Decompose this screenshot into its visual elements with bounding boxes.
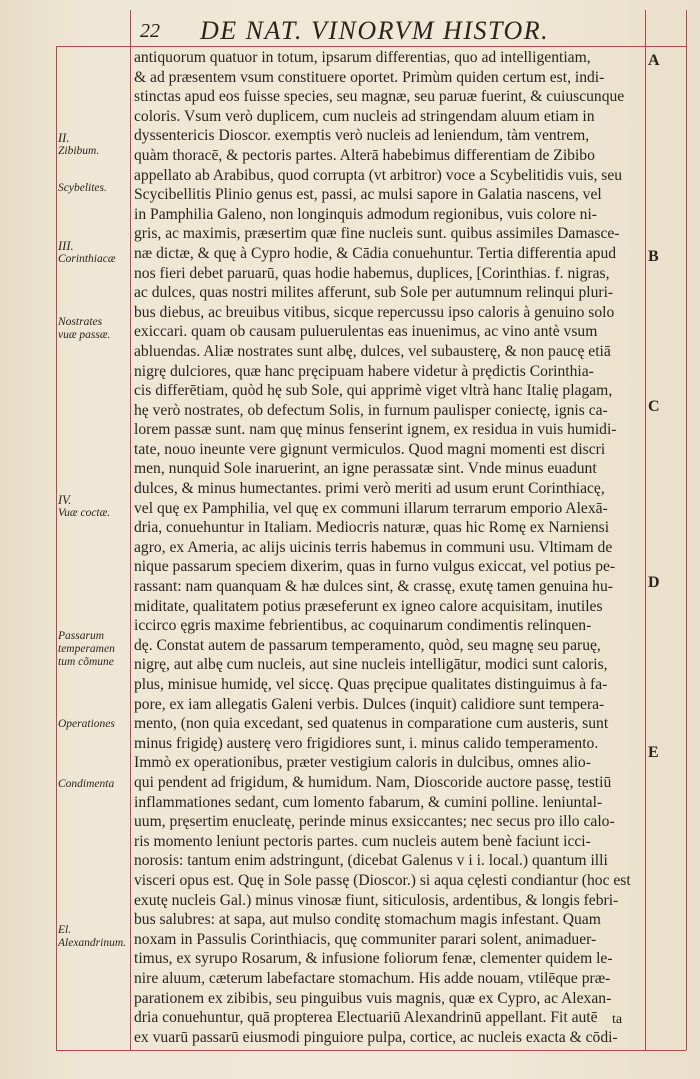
text-line: visceri opus est. Quę in Sole passę (Dioscor.) si aqua cęlesti condiantur (hoc est bbox=[134, 871, 631, 889]
outer-right-rule bbox=[686, 10, 687, 1050]
margin-note-number: II. bbox=[58, 131, 70, 145]
text-line: in Pamphilia Galeno, non longinquis admodum regionibus, vuis colore ni- bbox=[134, 205, 597, 223]
text-line: dę. Constat autem de passarum temperamento, quòd, seu magnę seu paruę, bbox=[134, 636, 601, 654]
margin-letter-a: A bbox=[648, 52, 660, 69]
catchword: ta bbox=[612, 1012, 623, 1027]
text-line: nigrę dulciores, quæ hanc pręcipuam habere videtur à prędictis Corinthia- bbox=[134, 362, 594, 380]
text-line: minus frigidę) austerę vero frigidiores sunt, i. minus calido temperamento. bbox=[134, 734, 599, 752]
text-line: hę verò nostrates, ob defectum Solis, in furnum paulisper coniectę, ignis ca- bbox=[134, 401, 608, 419]
text-line: bus salubres: at sapa, aut mulso conditę stomachum magis infestant. Quam bbox=[134, 911, 601, 929]
text-line: appellato ab Arabibus, quod corrupta (vt arbitror) voce a Scybelitidis vuis, seu bbox=[134, 166, 623, 184]
text-line: noxam in Passulis Corinthiacis, quę communiter parari solent, animaduer- bbox=[134, 930, 597, 948]
margin-note-text: Scybelites. bbox=[58, 182, 107, 194]
margin-letter-e: E bbox=[648, 744, 659, 761]
margin-note-operationes bbox=[58, 718, 132, 731]
text-line: parationem ex zibibis, seu pinguibus vuis magnis, quæ ex Cypro, ac Alexan- bbox=[134, 989, 612, 1007]
body-text bbox=[134, 48, 644, 1047]
text-line: dria conuehuntur, quā propterea Electuariū Alexandrinū appellant. Fit autē bbox=[134, 1009, 598, 1027]
margin-note-number: III. bbox=[58, 239, 74, 253]
text-line: agro, ex Ameria, ac alijs uicinis terris habemus in communi usu. Vltimam de bbox=[134, 538, 613, 556]
text-line: lorem passæ sunt. nam quę minus fenserint ignem, ex residua in vuis humidi- bbox=[134, 421, 617, 439]
margin-letter-d: D bbox=[648, 574, 660, 591]
text-line: nire aluum, cæterum labefactare stomachum. His adde nouam, vtilēque præ- bbox=[134, 969, 611, 987]
text-line: ris momento leniunt pectoris partes. cum nucleis autem benè faciunt icci- bbox=[134, 832, 591, 850]
margin-note-condimenta bbox=[58, 778, 132, 791]
text-line: Scycibellitis Plinio genus est, passi, ac mulsi sapore in Galatia nascens, vel bbox=[134, 186, 602, 204]
text-line: cis differētiam, quòd hę sub Sole, qui apprimè viget vltrà hanc Italię plagam, bbox=[134, 382, 613, 400]
text-line: dulces, & minus humectantes. primi verò meriti ad usum erunt Corinthiacę, bbox=[134, 480, 605, 498]
margin-note-scybelites bbox=[58, 182, 132, 195]
margin-letter-b: B bbox=[648, 248, 659, 265]
text-line: antiquorum quatuor in totum, ipsarum differentias, quo ad intelligentiam, bbox=[134, 49, 591, 66]
text-line: bus diebus, ac breuibus vitibus, sicque repercussu ipso caloris à genuino solo bbox=[134, 303, 615, 321]
text-line: abluendas. Aliæ nostrates sunt albę, dulces, vel subausterę, & non paucę etiā bbox=[134, 342, 611, 360]
text-line: stinctas apud eos fuisse species, seu magnæ, seu paruæ fuerint, & cuiuscunque bbox=[134, 88, 625, 106]
text-line: uum, pręsertim enucleatę, perinde minus exsiccantes; nec secus pro illo calo- bbox=[134, 813, 615, 831]
text-line: men, nunquid Sole inaruerint, an igne perassatæ sint. Vnde minus euadunt bbox=[134, 460, 597, 478]
top-rule bbox=[56, 46, 686, 47]
text-line: vel quę ex Pamphilia, vel quę ex communi illarum terrarum emporio Alexā- bbox=[134, 499, 608, 517]
text-line: mento, (non quia excedant, sed quatenus in comparatione cum austeris, sunt bbox=[134, 715, 609, 733]
margin-note-text: Condimenta bbox=[58, 778, 115, 790]
margin-note-el-alexandrinum bbox=[58, 924, 127, 950]
text-right-rule bbox=[645, 10, 646, 1050]
text-line: Immò ex operationibus, præter vestigium caloris in dulcibus, omnes alio- bbox=[134, 754, 591, 772]
text-line: timus, ex syrupo Rosarum, & infusione foliorum fenæ, clementer quidem le- bbox=[134, 950, 613, 968]
outer-left-rule bbox=[56, 46, 57, 1050]
text-line: pore, ex iam allegatis Galeni verbis. Dulces (inquit) calidiore sunt tempera- bbox=[134, 695, 605, 713]
text-line: exutę nucleis Gal.) minus vinosæ fiunt, siticulosis, ardentibus, & longis febri- bbox=[134, 891, 619, 909]
margin-note-text: Vuæ coctæ. bbox=[58, 507, 111, 519]
running-title: DE NAT. VINORVM HISTOR. bbox=[200, 16, 550, 45]
margin-note-text: Passarum temperamen tum cõmune bbox=[58, 630, 115, 668]
text-line: tate, nouo ineunte vere gignunt vermiculos. Quod magni momenti est discri bbox=[134, 440, 606, 458]
folio-number: 22 bbox=[140, 20, 160, 42]
text-line: dria, conuehuntur in Italiam. Mediocris naturæ, quas hic Romę ex Narniensi bbox=[134, 519, 610, 537]
text-line: nos fieri debet paruarū, quas hodie habemus, duplices, [Corinthias. f. nigras, bbox=[134, 264, 610, 282]
bottom-rule bbox=[56, 1050, 686, 1051]
text-line: nigrę, aut albę cum nucleis, aut sine nucleis intelligātur, modici sunt caloris, bbox=[134, 656, 608, 674]
margin-note-number: IV. bbox=[58, 493, 72, 507]
text-line: norosis: tantum enim adstringunt, (dicebat Galenus v i i. local.) quantum illi bbox=[134, 852, 608, 870]
page-header bbox=[130, 14, 650, 44]
text-line: iccirco ęgris maxime febrientibus, ac coquinarum condimentis relinquen- bbox=[134, 617, 592, 635]
margin-note-text: El. Alexandrinum. bbox=[58, 924, 127, 949]
text-line: rassant: nam quanquam & hæ dulces sint, & crassę, exutę tamen genuina hu- bbox=[134, 578, 613, 596]
margin-note-text: Operationes bbox=[58, 718, 115, 730]
text-line: ac dulces, quas nostri milites afferunt, sub Sole per autumnum relinqui pluri- bbox=[134, 284, 614, 302]
text-line: næ dictæ, & quę à Cypro hodie, & Cādia conuehuntur. Tertia differentia apud bbox=[134, 244, 617, 262]
margin-note-temperamentum bbox=[58, 630, 124, 669]
text-line: qui pendent ad frigidum, & humidum. Nam, Dioscoride auctore passę, testiū bbox=[134, 773, 612, 791]
margin-note-nostrates bbox=[58, 316, 118, 342]
text-line: dyssentericis Dioscor. exemptis verò nucleis ad leniendum, tàm ventrem, bbox=[134, 127, 590, 145]
text-line: miditate, qualitatem potius præseferunt ex igneo calore acquisitam, inutiles bbox=[134, 597, 603, 615]
margin-note-zibibum bbox=[58, 132, 132, 158]
margin-note-corinthiacae bbox=[58, 240, 132, 266]
text-line: exiccari. quam ob causam puluerulentas eas inuenimus, ac vino antè vsum bbox=[134, 323, 598, 341]
margin-note-vuae-coctae bbox=[58, 494, 132, 520]
margin-letter-c: C bbox=[648, 398, 660, 415]
text-line: plus, minisue humidę, vel siccę. Quas pręcipue qualitates distinguimus à fa- bbox=[134, 676, 608, 693]
text-line: ex vuarū passarū eiusmodi pinguiore pulpa, cortice, ac nucleis exacta & cōdi- bbox=[134, 1028, 618, 1046]
margin-note-text: Corinthiacæ bbox=[58, 253, 116, 265]
text-line: & ad præsentem vsum constituere oportet. Primùm quiden certum est, indi- bbox=[134, 68, 605, 86]
margin-note-text: Nostrates vuæ passæ. bbox=[58, 316, 111, 341]
text-line: inflammationes sedant, cum lomento fabarum, & cumini polline. leniuntal- bbox=[134, 793, 603, 811]
text-line: coloris. Vsum verò duplicem, cum nucleis ad stringendam aluum etiam in bbox=[134, 107, 595, 125]
text-line: nique passarum speciem dixerim, quas in furno vulgus exiccat, vel potius pe- bbox=[134, 558, 616, 576]
text-line: gris, ac maximis, præsertim quæ fine nucleis sunt. quibus assimiles Damasce- bbox=[134, 225, 620, 243]
inner-left-rule bbox=[130, 10, 131, 1050]
margin-note-text: Zibibum. bbox=[58, 145, 100, 157]
text-line: quàm thoracē, & pectoris partes. Alterā habebimus differentiam de Zibibo bbox=[134, 146, 595, 164]
